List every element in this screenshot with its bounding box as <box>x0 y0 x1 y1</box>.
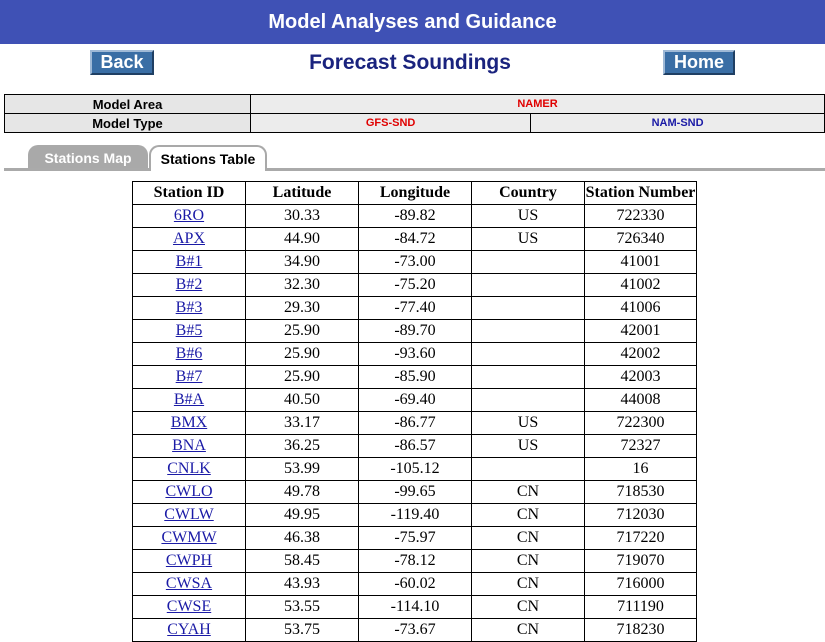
table-row <box>133 435 697 458</box>
station-number-cell: 42001 <box>585 320 697 343</box>
back-button[interactable]: Back <box>90 50 154 75</box>
station-id-cell <box>133 481 246 504</box>
tab-divider <box>4 168 825 171</box>
station-id-link[interactable]: CWSE <box>166 598 212 615</box>
station-id-link[interactable]: CYAH <box>167 621 211 638</box>
longitude-cell: -86.57 <box>359 435 472 458</box>
table-row <box>133 274 697 297</box>
latitude-cell: 32.30 <box>246 274 359 297</box>
header-title: Model Analyses and Guidance <box>268 10 557 33</box>
station-id-cell <box>133 251 246 274</box>
station-id-link[interactable]: CNLK <box>167 460 211 477</box>
longitude-cell: -99.65 <box>359 481 472 504</box>
latitude-cell: 29.30 <box>246 297 359 320</box>
table-row <box>133 389 697 412</box>
table-row <box>133 251 697 274</box>
longitude-cell: -114.10 <box>359 596 472 619</box>
home-button[interactable]: Home <box>663 50 735 75</box>
station-id-cell <box>133 435 246 458</box>
station-id-cell <box>133 527 246 550</box>
table-row <box>133 366 697 389</box>
table-row <box>133 481 697 504</box>
station-number-cell: 722330 <box>585 205 697 228</box>
station-id-cell <box>133 550 246 573</box>
longitude-cell: -84.72 <box>359 228 472 251</box>
station-id-cell <box>133 320 246 343</box>
country-cell: US <box>472 228 585 251</box>
table-row <box>133 320 697 343</box>
latitude-cell: 36.25 <box>246 435 359 458</box>
table-row <box>133 228 697 251</box>
station-id-cell <box>133 343 246 366</box>
station-id-link[interactable]: B#3 <box>175 299 203 316</box>
station-id-link[interactable]: APX <box>172 230 205 247</box>
latitude-cell: 53.55 <box>246 596 359 619</box>
station-id-cell <box>133 504 246 527</box>
latitude-cell: 49.95 <box>246 504 359 527</box>
longitude-cell: -105.12 <box>359 458 472 481</box>
station-number-cell: 72327 <box>585 435 697 458</box>
station-number-cell: 711190 <box>585 596 697 619</box>
country-cell <box>472 297 585 320</box>
station-number-cell: 42003 <box>585 366 697 389</box>
station-id-cell <box>133 366 246 389</box>
longitude-cell: -119.40 <box>359 504 472 527</box>
station-id-cell <box>133 297 246 320</box>
page-title: Forecast Soundings <box>309 51 511 74</box>
country-cell <box>472 320 585 343</box>
table-row <box>133 343 697 366</box>
latitude-cell: 34.90 <box>246 251 359 274</box>
latitude-cell: 25.90 <box>246 343 359 366</box>
country-cell: US <box>472 435 585 458</box>
latitude-cell: 49.78 <box>246 481 359 504</box>
col-station-number: Station Number <box>585 182 697 205</box>
longitude-cell: -69.40 <box>359 389 472 412</box>
country-cell: CN <box>472 573 585 596</box>
station-number-cell: 717220 <box>585 527 697 550</box>
table-row <box>133 550 697 573</box>
station-id-cell <box>133 619 246 642</box>
station-id-cell <box>133 228 246 251</box>
table-row <box>133 297 697 320</box>
longitude-cell: -93.60 <box>359 343 472 366</box>
station-id-link[interactable]: BMX <box>170 414 208 431</box>
country-cell <box>472 343 585 366</box>
longitude-cell: -89.82 <box>359 205 472 228</box>
table-row <box>133 527 697 550</box>
col-latitude: Latitude <box>246 182 359 205</box>
station-number-cell: 719070 <box>585 550 697 573</box>
station-id-cell <box>133 458 246 481</box>
country-cell: CN <box>472 527 585 550</box>
station-id-link[interactable]: CWLO <box>165 483 213 500</box>
station-id-link[interactable]: B#1 <box>175 253 203 270</box>
country-cell: CN <box>472 481 585 504</box>
station-number-cell: 712030 <box>585 504 697 527</box>
latitude-cell: 25.90 <box>246 366 359 389</box>
country-cell <box>472 366 585 389</box>
station-id-link[interactable]: B#6 <box>175 345 203 362</box>
header-banner <box>0 0 825 44</box>
longitude-cell: -60.02 <box>359 573 472 596</box>
station-id-link[interactable]: B#5 <box>175 322 203 339</box>
table-row <box>133 412 697 435</box>
latitude-cell: 53.99 <box>246 458 359 481</box>
station-id-link[interactable]: 6RO <box>173 207 205 224</box>
tab-stations-table[interactable]: Stations Table <box>149 145 267 171</box>
station-number-cell: 41002 <box>585 274 697 297</box>
longitude-cell: -75.20 <box>359 274 472 297</box>
longitude-cell: -86.77 <box>359 412 472 435</box>
station-id-link[interactable]: B#7 <box>175 368 203 385</box>
station-number-cell: 726340 <box>585 228 697 251</box>
station-id-link[interactable]: B#A <box>173 391 205 408</box>
table-row <box>133 504 697 527</box>
station-id-link[interactable]: CWLW <box>164 506 214 523</box>
station-number-cell: 716000 <box>585 573 697 596</box>
latitude-cell: 40.50 <box>246 389 359 412</box>
station-id-cell <box>133 205 246 228</box>
longitude-cell: -78.12 <box>359 550 472 573</box>
station-id-cell <box>133 573 246 596</box>
station-number-cell: 16 <box>585 458 697 481</box>
model-type-nam[interactable]: NAM-SND <box>531 114 825 133</box>
country-cell: CN <box>472 596 585 619</box>
country-cell: US <box>472 412 585 435</box>
station-number-cell: 44008 <box>585 389 697 412</box>
col-station-id: Station ID <box>133 182 246 205</box>
country-cell <box>472 251 585 274</box>
station-id-cell <box>133 412 246 435</box>
station-id-link[interactable]: CWSA <box>165 575 213 592</box>
longitude-cell: -85.90 <box>359 366 472 389</box>
longitude-cell: -89.70 <box>359 320 472 343</box>
col-country: Country <box>472 182 585 205</box>
country-cell <box>472 274 585 297</box>
model-area-value[interactable]: NAMER <box>251 95 825 114</box>
longitude-cell: -75.97 <box>359 527 472 550</box>
station-number-cell: 41006 <box>585 297 697 320</box>
stations-table <box>132 181 697 642</box>
tab-stations-map[interactable]: Stations Map <box>28 145 148 170</box>
station-id-link[interactable]: BNA <box>172 437 206 454</box>
country-cell: CN <box>472 550 585 573</box>
latitude-cell: 25.90 <box>246 320 359 343</box>
model-type-gfs[interactable]: GFS-SND <box>251 114 531 133</box>
table-row <box>133 205 697 228</box>
station-number-cell: 718530 <box>585 481 697 504</box>
longitude-cell: -73.00 <box>359 251 472 274</box>
latitude-cell: 30.33 <box>246 205 359 228</box>
model-area-row <box>5 95 825 114</box>
stations-header-row <box>133 182 697 205</box>
station-number-cell: 42002 <box>585 343 697 366</box>
station-number-cell: 718230 <box>585 619 697 642</box>
stations-body <box>133 205 697 642</box>
model-type-row <box>5 114 825 133</box>
table-row <box>133 619 697 642</box>
station-id-cell <box>133 274 246 297</box>
table-row <box>133 596 697 619</box>
station-id-link[interactable]: CWPH <box>165 552 213 569</box>
station-number-cell: 41001 <box>585 251 697 274</box>
longitude-cell: -73.67 <box>359 619 472 642</box>
latitude-cell: 33.17 <box>246 412 359 435</box>
country-cell <box>472 389 585 412</box>
table-row <box>133 458 697 481</box>
station-id-link[interactable]: B#2 <box>175 276 203 293</box>
country-cell: CN <box>472 504 585 527</box>
station-id-cell <box>133 596 246 619</box>
latitude-cell: 53.75 <box>246 619 359 642</box>
country-cell <box>472 458 585 481</box>
station-id-cell <box>133 389 246 412</box>
table-row <box>133 573 697 596</box>
latitude-cell: 46.38 <box>246 527 359 550</box>
latitude-cell: 43.93 <box>246 573 359 596</box>
model-type-label: Model Type <box>5 114 251 133</box>
model-area-label: Model Area <box>5 95 251 114</box>
station-number-cell: 722300 <box>585 412 697 435</box>
country-cell: US <box>472 205 585 228</box>
latitude-cell: 44.90 <box>246 228 359 251</box>
longitude-cell: -77.40 <box>359 297 472 320</box>
station-id-link[interactable]: CWMW <box>161 529 217 546</box>
country-cell: CN <box>472 619 585 642</box>
col-longitude: Longitude <box>359 182 472 205</box>
model-selector-table <box>4 94 825 133</box>
latitude-cell: 58.45 <box>246 550 359 573</box>
